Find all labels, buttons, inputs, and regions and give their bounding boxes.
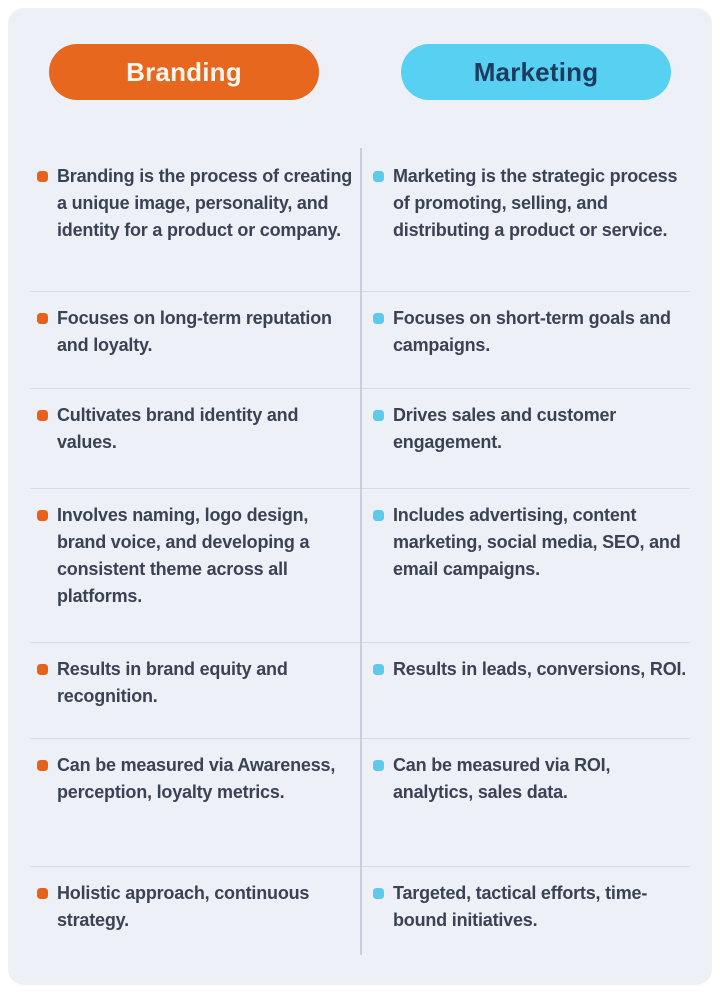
marketing-bullet-icon (373, 664, 384, 675)
branding-text: Can be measured via Awareness, perception, loyalty metrics. (57, 755, 336, 802)
branding-header-half (8, 44, 360, 100)
branding-bullet-icon (37, 510, 48, 521)
vertical-divider (360, 148, 362, 955)
marketing-bullet-icon (373, 510, 384, 521)
marketing-bullet-icon (373, 171, 384, 182)
branding-bullet-icon (37, 664, 48, 675)
comparison-table (30, 150, 690, 960)
marketing-cell (360, 489, 690, 642)
marketing-cell (360, 739, 690, 866)
marketing-bullet-icon (373, 313, 384, 324)
branding-text: Results in brand equity and recognition. (57, 659, 288, 706)
marketing-cell (360, 643, 690, 738)
marketing-cell (360, 867, 690, 960)
marketing-bullet-icon (373, 760, 384, 771)
comparison-card (8, 8, 712, 985)
branding-text: Cultivates brand identity and values. (57, 405, 299, 452)
branding-bullet-icon (37, 410, 48, 421)
marketing-text: Drives sales and customer engagement. (393, 405, 617, 452)
branding-text: Branding is the process of creating a unique image, personality, and identity for a product or company. (57, 166, 353, 240)
marketing-text: Can be measured via ROI, analytics, sales data. (393, 755, 611, 802)
marketing-text: Includes advertising, content marketing, social media, SEO, and email campaigns. (393, 505, 681, 579)
branding-bullet-icon (37, 760, 48, 771)
branding-header-pill: Branding (49, 44, 319, 100)
branding-text: Focuses on long-term reputation and loyalty. (57, 308, 332, 355)
branding-cell (30, 389, 360, 488)
marketing-text: Marketing is the strategic process of promoting, selling, and distributing a product or service. (393, 166, 678, 240)
marketing-text: Targeted, tactical efforts, time-bound initiatives. (393, 883, 648, 930)
marketing-cell (360, 389, 690, 488)
marketing-bullet-icon (373, 888, 384, 899)
branding-bullet-icon (37, 888, 48, 899)
marketing-text: Focuses on short-term goals and campaigns. (393, 308, 671, 355)
marketing-text: Results in leads, conversions, ROI. (393, 659, 687, 679)
branding-text: Involves naming, logo design, brand voice, and developing a consistent theme across all platforms. (57, 505, 310, 606)
branding-cell (30, 643, 360, 738)
branding-cell (30, 292, 360, 388)
branding-cell (30, 150, 360, 291)
marketing-cell (360, 292, 690, 388)
branding-bullet-icon (37, 313, 48, 324)
marketing-bullet-icon (373, 410, 384, 421)
branding-cell (30, 739, 360, 866)
marketing-cell (360, 150, 690, 291)
branding-bullet-icon (37, 171, 48, 182)
branding-cell (30, 867, 360, 960)
branding-cell (30, 489, 360, 642)
branding-text: Holistic approach, continuous strategy. (57, 883, 310, 930)
marketing-header-pill: Marketing (401, 44, 671, 100)
marketing-header-half (360, 44, 712, 100)
column-headers (8, 44, 712, 100)
